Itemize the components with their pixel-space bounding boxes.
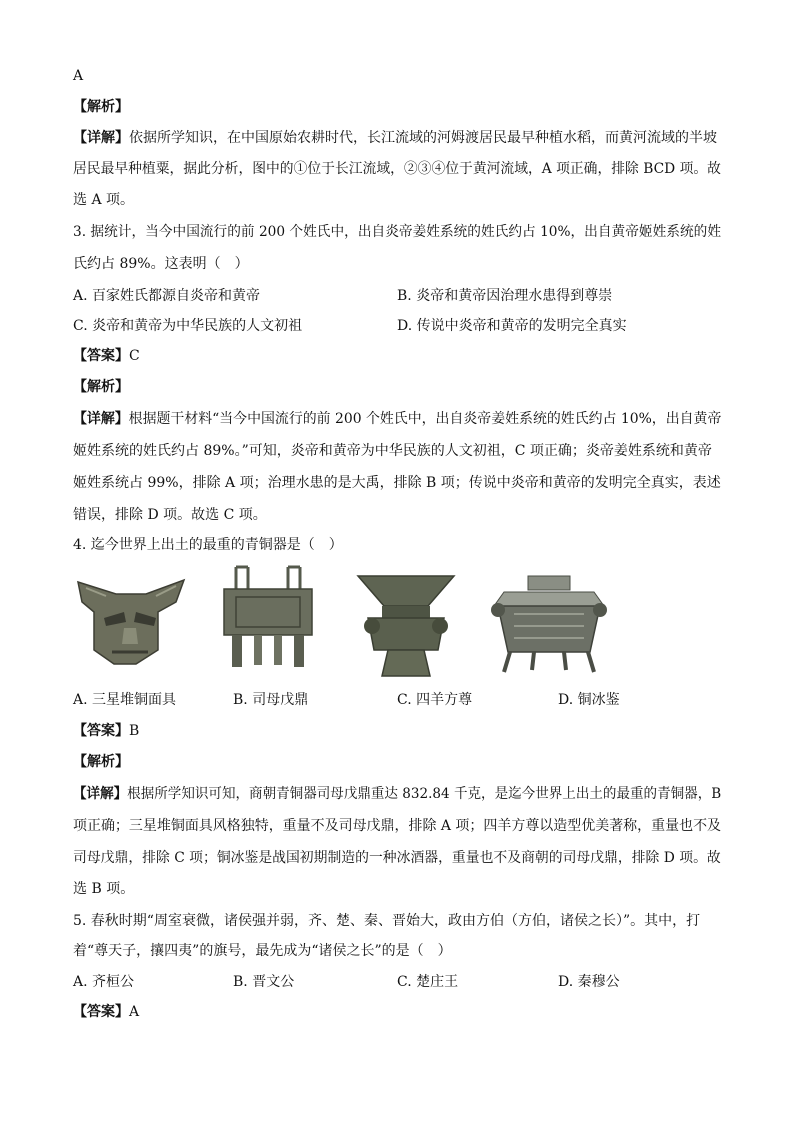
q5-option-a: A. 齐桓公: [73, 974, 135, 990]
q3-detail-line-3: 姬姓系统占 99%，排除 A 项；治理水患的是大禹，排除 B 项；传说中炎帝和黄帝的发明完全真实，表述: [73, 475, 721, 491]
q5-option-c: C. 楚庄王: [397, 974, 459, 990]
q4-analysis-label: 【解析】: [73, 754, 129, 770]
q5-stem-line-1: 5. 春秋时期“周室衰微，诸侯强并弱，齐、楚、秦、晋始大，政由方伯（方伯，诸侯之长）”。其中，打: [73, 913, 701, 929]
q3-answer: 【答案】C: [73, 348, 140, 364]
q2-detail-line-3: 选 A 项。: [73, 192, 135, 208]
q4-option-c: C. 四羊方尊: [397, 692, 473, 708]
q4-detail-line-3: 司母戊鼎，排除 C 项；铜冰鉴是战国初期制造的一种冰酒器，重量也不及商朝的司母戊鼎，排除 D 项。故: [73, 850, 721, 866]
q4-option-d: D. 铜冰鉴: [558, 692, 620, 708]
q3-stem-line-1: 3. 据统计，当今中国流行的前 200 个姓氏中，出自炎帝姜姓系统的姓氏约占 10%，出自黄帝姬姓系统的姓: [73, 224, 722, 240]
q5-answer: 【答案】A: [73, 1004, 140, 1020]
four-ram-square-zun-image: [354, 572, 458, 678]
q4-stem: 4. 迄今世界上出土的最重的青铜器是（ ）: [73, 537, 343, 553]
q4-detail-line-1: 【详解】根据所学知识可知，商朝青铜器司母戊鼎重达 832.84 千克，是迄今世界上出土的最重的青铜器，B: [73, 786, 722, 802]
previous-answer: A: [73, 68, 84, 84]
q5-option-d: D. 秦穆公: [558, 974, 620, 990]
q3-option-c: C. 炎帝和黄帝为中华民族的人文初祖: [73, 318, 303, 334]
q3-analysis-label: 【解析】: [73, 379, 129, 395]
q3-detail-line-4: 错误，排除 D 项。故选 C 项。: [73, 507, 267, 523]
q4-option-b: B. 司母戊鼎: [233, 692, 309, 708]
detail-label: 【详解】: [73, 130, 129, 146]
bronze-ice-jian-image: [484, 570, 614, 674]
q3-stem-line-2: 氏约占 89%。这表明（ ）: [73, 256, 249, 272]
q3-option-b: B. 炎帝和黄帝因治理水患得到尊崇: [397, 288, 613, 304]
analysis-label: 【解析】: [73, 99, 129, 115]
q3-option-a: A. 百家姓氏都源自炎帝和黄帝: [73, 288, 261, 304]
q4-answer: 【答案】B: [73, 723, 140, 739]
q2-detail-line-1: 【详解】依据所学知识，在中国原始农耕时代，长江流域的河姆渡居民最早种植水稻，而黄河流域的半坡: [73, 130, 717, 146]
q4-detail-line-2: 项正确；三星堆铜面具风格独特，重量不及司母戊鼎，排除 A 项；四羊方尊以造型优美著称，重量也不及: [73, 818, 722, 834]
q3-option-d: D. 传说中炎帝和黄帝的发明完全真实: [397, 318, 627, 334]
q3-detail-line-2: 姬姓系统的姓氏约占 89%。”可知，炎帝和黄帝为中华民族的人文初祖，C 项正确；炎帝姜姓系统和黄帝: [73, 443, 712, 459]
q4-detail-line-4: 选 B 项。: [73, 881, 135, 897]
q5-stem-line-2: 着“尊天子，攘四夷”的旗号，最先成为“诸侯之长”的是（ ）: [73, 943, 452, 959]
simuwu-ding-image: [218, 565, 318, 669]
q4-option-a: A. 三星堆铜面具: [73, 692, 177, 708]
q3-detail-line-1: 【详解】根据题干材料“当今中国流行的前 200 个姓氏中，出自炎帝姜姓系统的姓氏约占 10%，出自黄帝: [73, 411, 722, 427]
q5-option-b: B. 晋文公: [233, 974, 295, 990]
q2-detail-line-2: 居民最早种植粟，据此分析，图中的①位于长江流域，②③④位于黄河流域，A 项正确，排除 BCD 项。故: [73, 161, 721, 177]
bronze-mask-image: [76, 572, 186, 670]
